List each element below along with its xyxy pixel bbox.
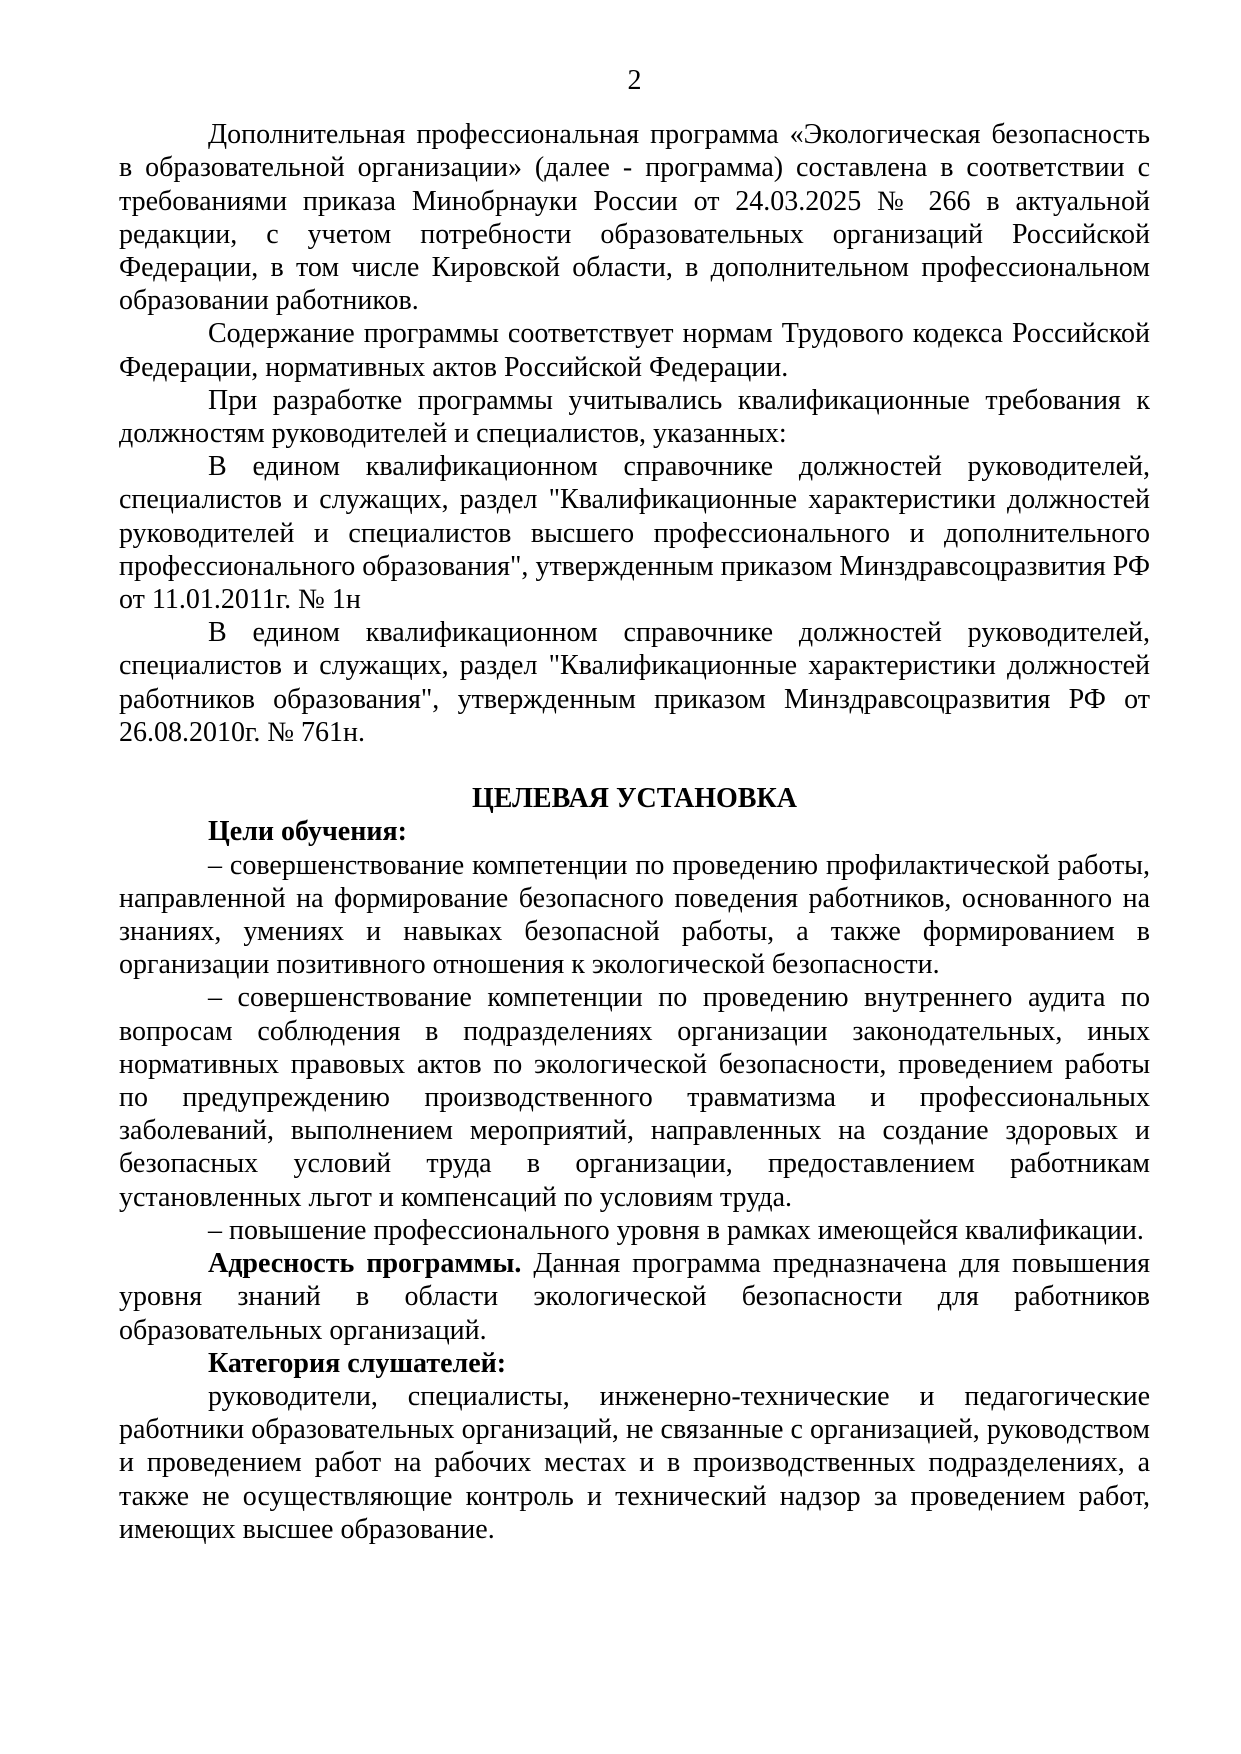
- document-body: [119, 118, 1150, 1546]
- section-heading: ЦЕЛЕВАЯ УСТАНОВКА: [471, 783, 797, 815]
- paragraph-lead-bold: Адресность программы.: [208, 1248, 522, 1280]
- paragraph: – совершенствование компетенции по проведению внутреннего аудита по вопросам соблюдения в подразделениях организации законодательных, иных нормативных правовых актов по экологической безопасности, проведением работы по предупреждению производственного травматизма и профессиональных заболеваний, выполнением мероприятий, направленных на создание здоровых и безопасных условий труда в организации, предоставлением работникам установленных льгот и компенсаций по условиям труда.: [119, 982, 1150, 1213]
- paragraph: При разработке программы учитывались квалификационные требования к должностям руководителей и специалистов, указанных:: [119, 384, 1150, 450]
- page-number: 2: [627, 65, 642, 96]
- paragraph: Содержание программы соответствует нормам Трудового кодекса Российской Федерации, нормативных актов Российской Федерации.: [119, 318, 1150, 383]
- subheading: Категория слушателей:: [208, 1347, 507, 1379]
- paragraph: В едином квалификационном справочнике должностей руководителей, специалистов и служащих, раздел "Квалификационные характеристики должностей работников образования", утвержденным приказом Минздравсоцразвития РФ от 26.08.2010г. № 761н.: [119, 617, 1150, 748]
- paragraph: – повышение профессионального уровня в рамках имеющейся квалификации.: [208, 1214, 1144, 1246]
- paragraph: руководители, специалисты, инженерно-технические и педагогические работники образовательных организаций, не связанные с организацией, руководством и проведением работ на рабочих местах и в производственных подразделениях, а также не осуществляющие контроль и технический надзор за проведением работ, имеющих высшее образование.: [119, 1380, 1150, 1545]
- paragraph: Дополнительная профессиональная программа «Экологическая безопасность в образовательной организации» (далее - программа) составлена в соответствии с требованиями приказа Минобрнауки России от 24.03.2025 № 266 в актуальной редакции, с учетом потребности образовательных организаций Российской Федерации, в том числе Кировской области, в дополнительном профессиональном образовании работников.: [119, 119, 1150, 317]
- subheading: Цели обучения:: [208, 816, 407, 848]
- paragraph: Адресность программы. Данная программа предназначена для повышения уровня знаний в области экологической безопасности для работников образовательных организаций.: [119, 1248, 1150, 1346]
- blank-line: [119, 749, 1150, 782]
- paragraph: В едином квалификационном справочнике должностей руководителей, специалистов и служащих, раздел "Квалификационные характеристики должностей руководителей и специалистов высшего профессионального и дополнительного профессионального образования", утвержденным приказом Минздравсоцразвития РФ от 11.01.2011г. № 1н: [119, 451, 1150, 616]
- paragraph: – совершенствование компетенции по проведению профилактической работы, направленной на формирование безопасного поведения работников, основанного на знаниях, умениях и навыках безопасной работы, а также формированием в организации позитивного отношения к экологической безопасности.: [119, 849, 1150, 981]
